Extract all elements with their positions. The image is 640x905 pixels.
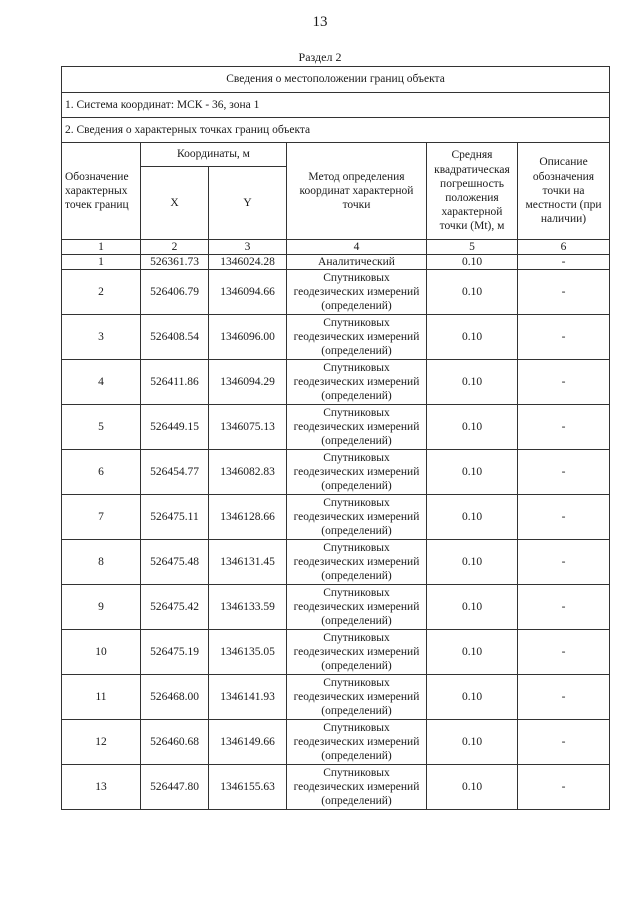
point-x: 526460.68: [141, 720, 209, 765]
point-method: Спутниковых геодезических измерений (определений): [287, 720, 427, 765]
boundary-points-table: [61, 66, 610, 810]
point-error: 0.10: [427, 630, 518, 675]
point-number: 12: [62, 720, 141, 765]
point-y: 1346131.45: [209, 540, 287, 585]
point-x: 526475.11: [141, 495, 209, 540]
point-method: Спутниковых геодезических измерений (определений): [287, 495, 427, 540]
point-error: 0.10: [427, 450, 518, 495]
point-y: 1346155.63: [209, 765, 287, 810]
table-row: [62, 495, 610, 540]
point-error: 0.10: [427, 360, 518, 405]
point-error: 0.10: [427, 765, 518, 810]
point-error: 0.10: [427, 405, 518, 450]
header-method: Метод определения координат характерной точки: [287, 143, 427, 240]
point-method: Спутниковых геодезических измерений (определений): [287, 360, 427, 405]
point-x: 526468.00: [141, 675, 209, 720]
point-error: 0.10: [427, 255, 518, 270]
header-designation: Обозначение характерных точек границ: [62, 143, 141, 240]
column-number: 3: [209, 240, 287, 255]
header-coordinates: Координаты, м: [141, 143, 287, 167]
point-description: -: [518, 450, 610, 495]
point-description: -: [518, 720, 610, 765]
point-x: 526447.80: [141, 765, 209, 810]
point-method: Аналитический: [287, 255, 427, 270]
point-y: 1346135.05: [209, 630, 287, 675]
point-method: Спутниковых геодезических измерений (определений): [287, 405, 427, 450]
point-number: 1: [62, 255, 141, 270]
point-description: -: [518, 360, 610, 405]
point-x: 526411.86: [141, 360, 209, 405]
table-row: [62, 630, 610, 675]
header-y: Y: [209, 167, 287, 240]
point-description: -: [518, 270, 610, 315]
point-y: 1346082.83: [209, 450, 287, 495]
table-row: [62, 405, 610, 450]
point-method: Спутниковых геодезических измерений (определений): [287, 630, 427, 675]
point-method: Спутниковых геодезических измерений (определений): [287, 675, 427, 720]
table-row: [62, 255, 610, 270]
point-y: 1346149.66: [209, 720, 287, 765]
point-description: -: [518, 765, 610, 810]
table-row: [62, 360, 610, 405]
point-y: 1346096.00: [209, 315, 287, 360]
point-x: 526449.15: [141, 405, 209, 450]
column-number: 4: [287, 240, 427, 255]
point-error: 0.10: [427, 495, 518, 540]
point-method: Спутниковых геодезических измерений (определений): [287, 765, 427, 810]
column-number: 2: [141, 240, 209, 255]
point-x: 526361.73: [141, 255, 209, 270]
point-method: Спутниковых геодезических измерений (определений): [287, 450, 427, 495]
point-number: 11: [62, 675, 141, 720]
point-y: 1346094.29: [209, 360, 287, 405]
point-method: Спутниковых геодезических измерений (определений): [287, 540, 427, 585]
column-number: 1: [62, 240, 141, 255]
point-number: 9: [62, 585, 141, 630]
point-method: Спутниковых геодезических измерений (определений): [287, 315, 427, 360]
table-row: [62, 675, 610, 720]
point-error: 0.10: [427, 585, 518, 630]
table-row: [62, 720, 610, 765]
point-y: 1346094.66: [209, 270, 287, 315]
point-number: 8: [62, 540, 141, 585]
point-x: 526408.54: [141, 315, 209, 360]
point-x: 526475.42: [141, 585, 209, 630]
table-row: [62, 765, 610, 810]
table-row: [62, 585, 610, 630]
point-number: 13: [62, 765, 141, 810]
point-description: -: [518, 405, 610, 450]
header-x: X: [141, 167, 209, 240]
table-row: [62, 315, 610, 360]
page-number: 13: [312, 14, 328, 30]
point-error: 0.10: [427, 675, 518, 720]
point-number: 10: [62, 630, 141, 675]
point-x: 526475.48: [141, 540, 209, 585]
point-description: -: [518, 315, 610, 360]
point-y: 1346024.28: [209, 255, 287, 270]
point-method: Спутниковых геодезических измерений (определений): [287, 585, 427, 630]
point-number: 7: [62, 495, 141, 540]
table-row: [62, 270, 610, 315]
column-number: 5: [427, 240, 518, 255]
section-label: Раздел 2: [298, 50, 342, 64]
table-row: [62, 540, 610, 585]
point-error: 0.10: [427, 315, 518, 360]
point-number: 6: [62, 450, 141, 495]
point-description: -: [518, 585, 610, 630]
column-number: 6: [518, 240, 610, 255]
point-x: 526475.19: [141, 630, 209, 675]
point-error: 0.10: [427, 270, 518, 315]
point-description: -: [518, 630, 610, 675]
point-x: 526454.77: [141, 450, 209, 495]
point-y: 1346141.93: [209, 675, 287, 720]
point-description: -: [518, 255, 610, 270]
table-title: Сведения о местоположении границ объекта: [62, 67, 610, 93]
point-method: Спутниковых геодезических измерений (определений): [287, 270, 427, 315]
header-error: Средняя квадратическая погрешность положения характерной точки (Mt), м: [427, 143, 518, 240]
point-description: -: [518, 540, 610, 585]
point-y: 1346128.66: [209, 495, 287, 540]
point-number: 5: [62, 405, 141, 450]
point-number: 2: [62, 270, 141, 315]
point-x: 526406.79: [141, 270, 209, 315]
point-error: 0.10: [427, 540, 518, 585]
point-number: 4: [62, 360, 141, 405]
point-number: 3: [62, 315, 141, 360]
column-numbers-row: [62, 240, 610, 255]
point-y: 1346075.13: [209, 405, 287, 450]
point-description: -: [518, 495, 610, 540]
point-error: 0.10: [427, 720, 518, 765]
points-heading: 2. Сведения о характерных точках границ объекта: [62, 118, 610, 143]
coord-system: 1. Система координат: МСК - 36, зона 1: [62, 93, 610, 118]
table-row: [62, 450, 610, 495]
point-description: -: [518, 675, 610, 720]
point-y: 1346133.59: [209, 585, 287, 630]
header-description: Описание обозначения точки на местности (при наличии): [518, 143, 610, 240]
